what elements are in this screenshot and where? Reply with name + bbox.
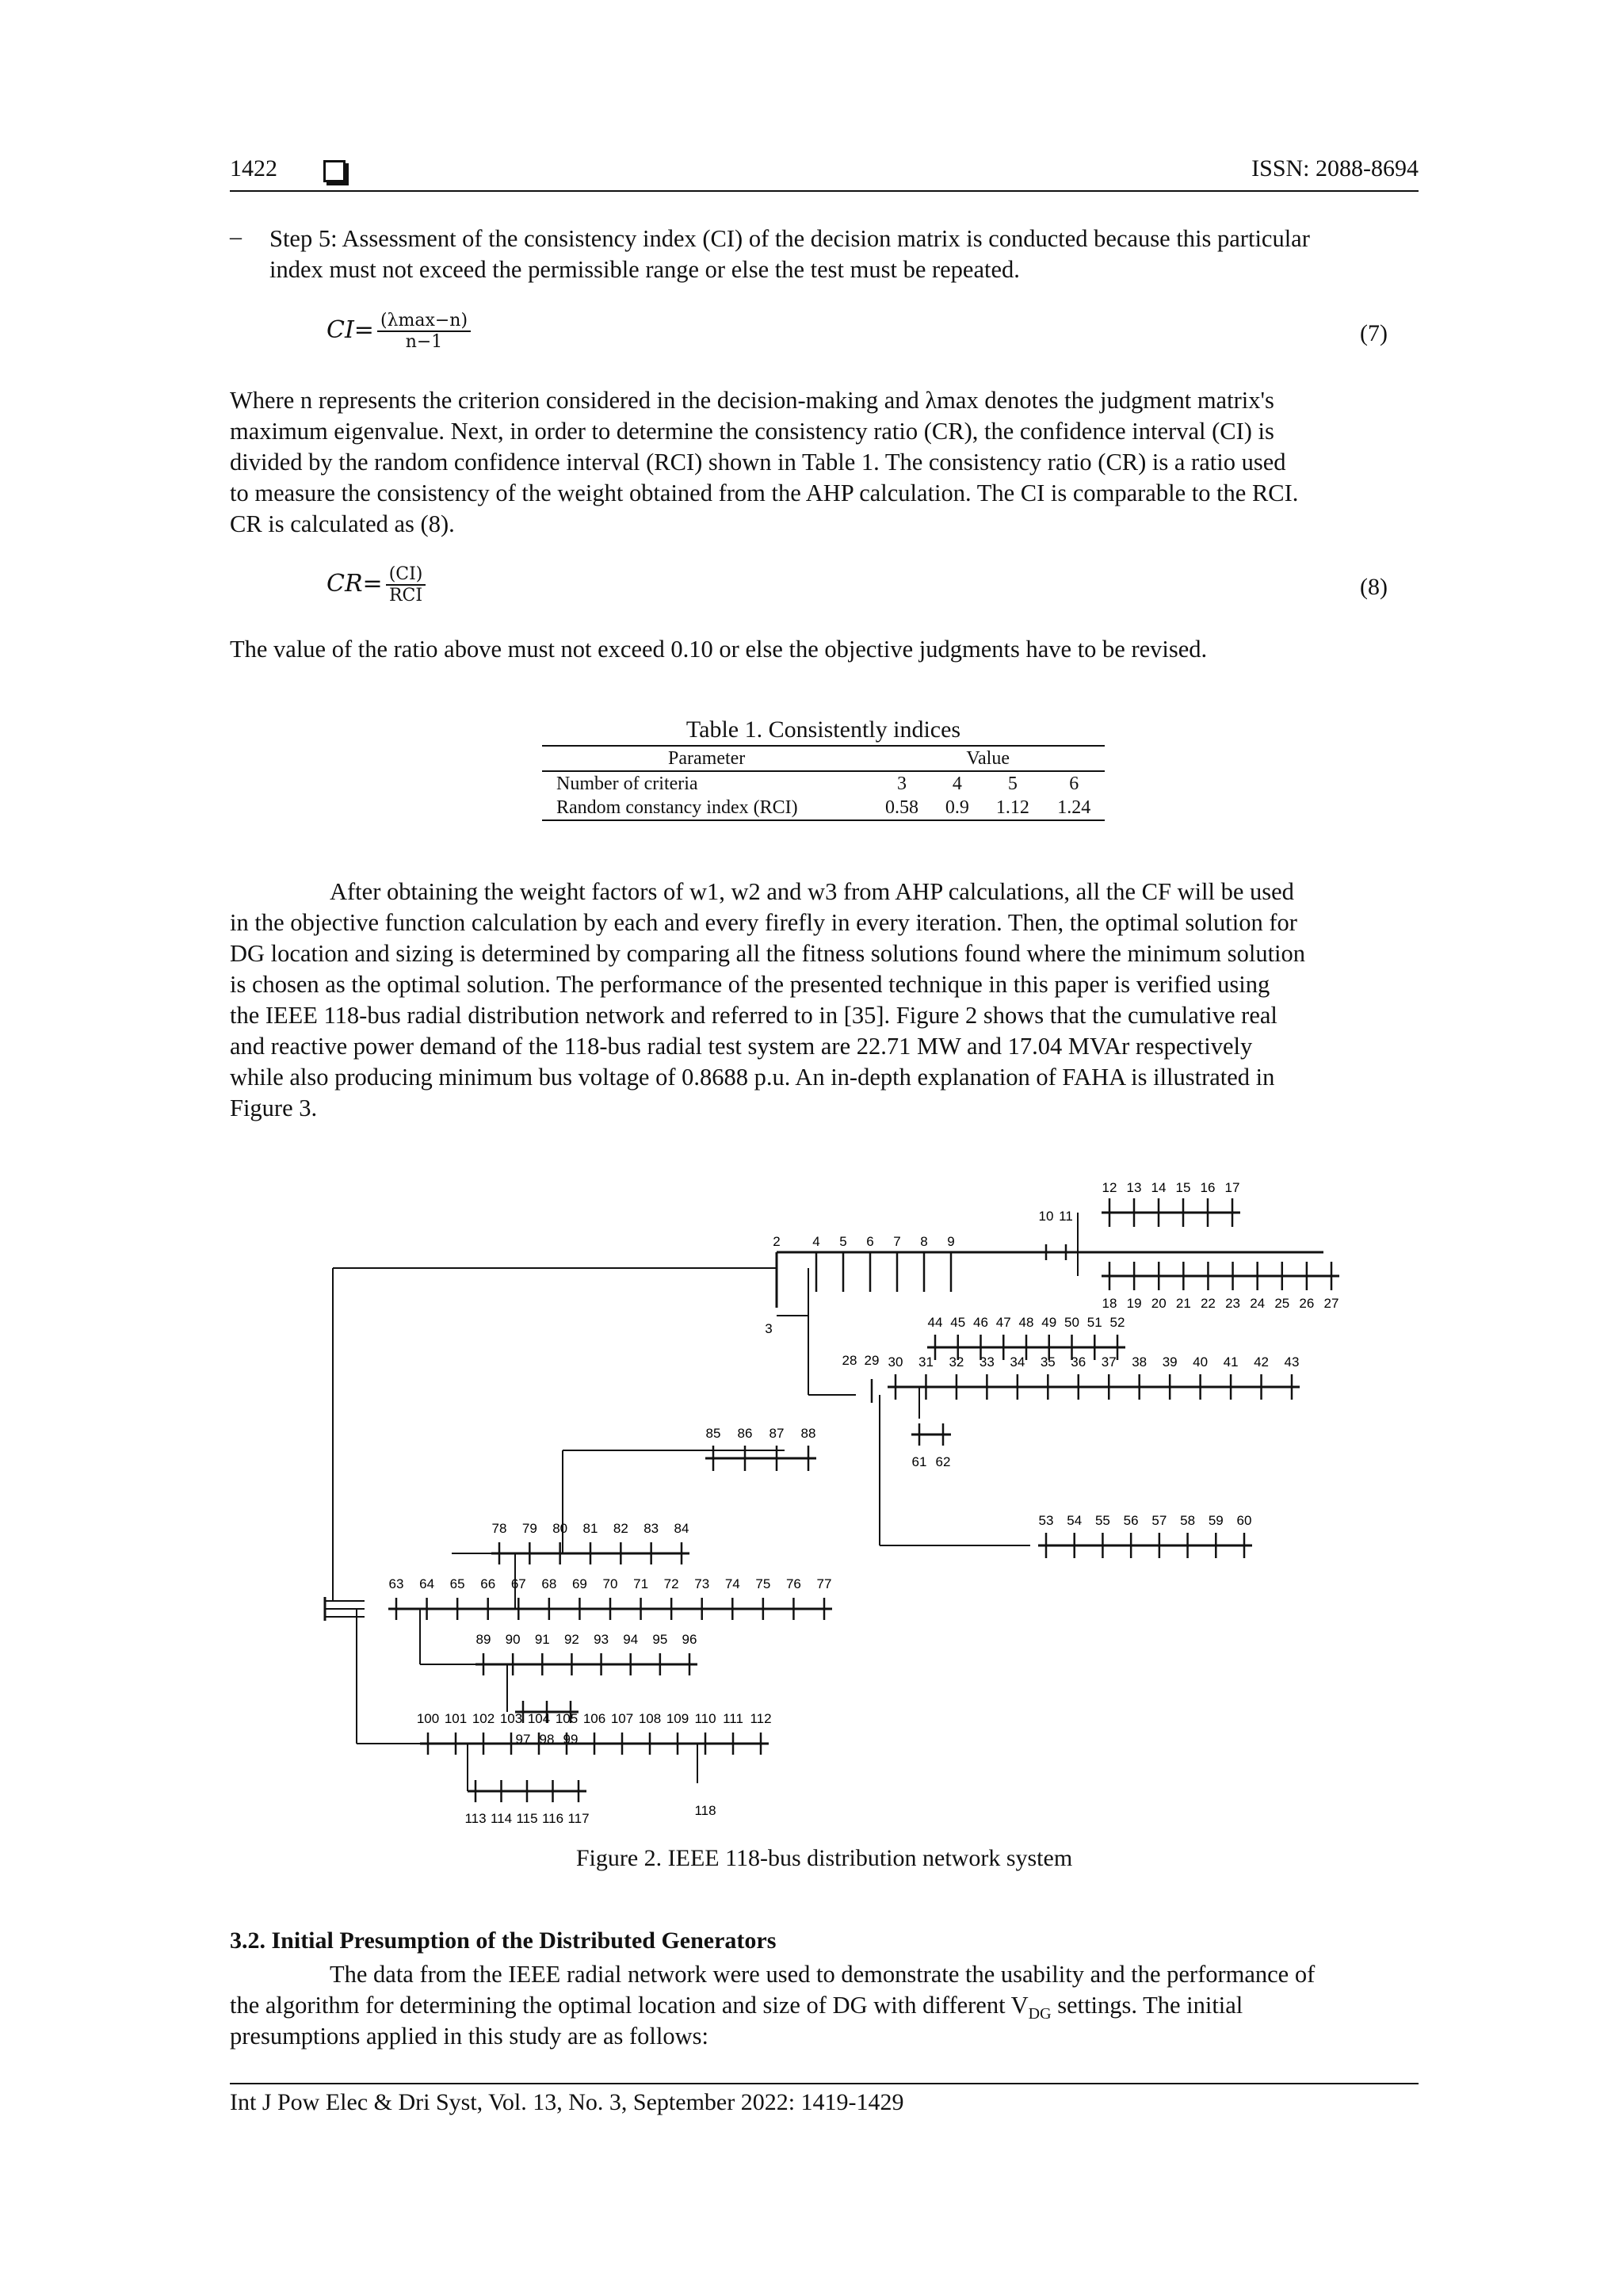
para3-line-1: After obtaining the weight factors of w1, w2 and w3 from AHP calculations, all the CF will be used	[330, 878, 1294, 905]
bus-label: 7	[893, 1234, 901, 1249]
bus-label: 22	[1200, 1296, 1216, 1311]
bus-label: 66	[480, 1576, 496, 1591]
bus-label: 69	[571, 1576, 587, 1591]
bus-label: 71	[633, 1576, 649, 1591]
figure-caption: Figure 2. IEEE 118-bus distribution network system	[575, 1845, 1073, 1871]
bus-label: 17	[1224, 1180, 1240, 1195]
bus-label: 75	[755, 1576, 771, 1591]
bus-label: 18	[1102, 1296, 1117, 1311]
bus-label: 9	[947, 1234, 955, 1249]
bus-label: 102	[472, 1711, 495, 1726]
para3-line-3: DG location and sizing is determined by comparing all the fitness solutions found where the minimum solution	[230, 940, 1306, 967]
bus-label: 11	[1059, 1209, 1073, 1224]
bus-label: 36	[1071, 1354, 1086, 1370]
bus-label: 116	[541, 1811, 564, 1826]
issn: ISSN: 2088-8694	[1251, 155, 1419, 181]
bus-label: 106	[582, 1711, 606, 1726]
eq8-lhs: CR=	[327, 570, 383, 598]
bus-label: 28	[842, 1353, 857, 1368]
bus-label: 94	[623, 1632, 639, 1647]
bus-label: 97	[515, 1732, 531, 1747]
bus-label: 61	[911, 1454, 927, 1469]
para2: The value of the ratio above must not exceed 0.10 or else the objective judgments have to be revised.	[230, 636, 1208, 663]
bus-label: 56	[1123, 1513, 1139, 1528]
bus-label: 86	[737, 1426, 753, 1441]
bus-label: 88	[800, 1426, 816, 1441]
eq7-denominator: n−1	[405, 332, 443, 352]
bus-label: 24	[1250, 1296, 1266, 1311]
bus-label: 20	[1151, 1296, 1167, 1311]
bus-label: 77	[816, 1576, 832, 1591]
bus-label: 48	[1018, 1315, 1034, 1330]
bus-label: 81	[582, 1521, 598, 1536]
step5-line-2: index must not exceed the permissible range or else the test must be repeated.	[269, 256, 1020, 283]
table-header-parameter: Parameter	[542, 746, 871, 771]
bus-label: 117	[567, 1811, 590, 1826]
para3-line-8: Figure 3.	[230, 1095, 318, 1121]
bus-label: 76	[785, 1576, 801, 1591]
bus-label: 30	[888, 1354, 903, 1370]
network-diagram	[317, 1157, 1347, 1839]
bus-label: 87	[769, 1426, 785, 1441]
bus-label: 72	[663, 1576, 679, 1591]
eq8-fraction	[386, 564, 426, 606]
bus-label: 108	[638, 1711, 662, 1726]
table-cell: Random constancy index (RCI)	[542, 796, 871, 820]
bus-label: 42	[1254, 1354, 1269, 1370]
network-diagram-svg	[317, 1157, 1347, 1839]
eq8-denominator: RCI	[388, 586, 423, 606]
bus-label: 46	[973, 1315, 988, 1330]
bus-label: 73	[694, 1576, 710, 1591]
bus-label: 53	[1038, 1513, 1054, 1528]
bus-label: 91	[534, 1632, 550, 1647]
bus-label: 32	[949, 1354, 964, 1370]
bus-label: 90	[505, 1632, 521, 1647]
footer: Int J Pow Elec & Dri Syst, Vol. 13, No. 3, September 2022: 1419-1429	[230, 2089, 904, 2115]
step5-line-1: Step 5: Assessment of the consistency index (CI) of the decision matrix is conducted because this particular	[269, 225, 1310, 252]
bullet-dash: –	[230, 223, 242, 250]
bus-label: 104	[527, 1711, 551, 1726]
bus-label: 39	[1162, 1354, 1178, 1370]
bus-label: 54	[1067, 1513, 1083, 1528]
bus-label: 96	[682, 1632, 697, 1647]
section-line-3: presumptions applied in this study are as follows:	[230, 2023, 708, 2050]
table-cell: 0.9	[933, 796, 982, 820]
eq7-fraction	[377, 311, 471, 352]
vdg-subscript: DG	[1028, 2005, 1052, 2023]
bus-label: 19	[1126, 1296, 1142, 1311]
bus-label: 26	[1299, 1296, 1315, 1311]
para3-line-4: is chosen as the optimal solution. The performance of the presented technique in this paper is verified using	[230, 971, 1270, 998]
table-header-value: Value	[871, 746, 1105, 771]
para3-line-2: in the objective function calculation by each and every firefly in every iteration. Then, the optimal solution for	[230, 909, 1297, 936]
bus-label: 105	[555, 1711, 579, 1726]
bus-label: 68	[541, 1576, 557, 1591]
bus-label: 8	[920, 1234, 928, 1249]
bus-label: 107	[610, 1711, 634, 1726]
para3-line-7: while also producing minimum bus voltage of 0.8688 p.u. An in-depth explanation of FAHA is illustrated in	[230, 1064, 1275, 1091]
page-number: 1422	[230, 155, 277, 181]
bus-label: 44	[927, 1315, 943, 1330]
bus-label: 111	[723, 1711, 743, 1726]
bus-label: 93	[594, 1632, 609, 1647]
para1-line-5: CR is calculated as (8).	[230, 510, 455, 537]
bus-label: 27	[1323, 1296, 1339, 1311]
bus-label: 118	[694, 1803, 716, 1818]
bus-label: 60	[1236, 1513, 1252, 1528]
bus-label: 112	[750, 1711, 772, 1726]
bus-label: 99	[563, 1732, 579, 1747]
bus-label: 4	[812, 1234, 820, 1249]
bus-label: 23	[1225, 1296, 1241, 1311]
bus-label: 6	[866, 1234, 874, 1249]
bus-label: 63	[388, 1576, 404, 1591]
bus-label: 3	[765, 1321, 773, 1336]
para3-line-6: and reactive power demand of the 118-bus radial test system are 22.71 MW and 17.04 MVAr respectively	[230, 1033, 1253, 1060]
bus-label: 83	[643, 1521, 659, 1536]
bus-label: 34	[1010, 1354, 1025, 1370]
bus-label: 85	[705, 1426, 721, 1441]
table-cell: 0.58	[871, 796, 932, 820]
bus-label: 13	[1126, 1180, 1142, 1195]
eq7-number: (7)	[1360, 320, 1388, 346]
bus-label: 43	[1284, 1354, 1300, 1370]
bus-label: 31	[918, 1354, 934, 1370]
bus-label: 37	[1101, 1354, 1117, 1370]
bus-label: 95	[652, 1632, 668, 1647]
bus-label: 15	[1175, 1180, 1191, 1195]
bus-label: 12	[1102, 1180, 1117, 1195]
bus-label: 57	[1151, 1513, 1167, 1528]
bus-label: 79	[521, 1521, 537, 1536]
para1-line-3: divided by the random confidence interval (RCI) shown in Table 1. The consistency ratio (CR) is a ratio used	[230, 449, 1286, 476]
bus-label: 50	[1064, 1315, 1079, 1330]
bus-label: 65	[449, 1576, 465, 1591]
para1-line-1: Where n represents the criterion considered in the decision-making and λmax denotes the judgment matrix's	[230, 387, 1274, 414]
table-cell: 5	[1007, 774, 1018, 794]
footer-rule	[230, 2083, 1419, 2084]
consistency-table	[542, 745, 1105, 821]
table-cell: 3	[897, 774, 907, 794]
bus-label: 80	[552, 1521, 568, 1536]
bus-label: 110	[694, 1711, 716, 1726]
bus-label: 21	[1175, 1296, 1191, 1311]
bus-label: 40	[1193, 1354, 1209, 1370]
bus-label: 100	[416, 1711, 440, 1726]
bus-label: 49	[1041, 1315, 1057, 1330]
table-caption: Table 1. Consistently indices	[685, 716, 961, 743]
section-line-2-b: settings. The initial	[1051, 1992, 1243, 2019]
eq7-numerator: (λmax−n)	[377, 311, 471, 332]
bus-label: 2	[773, 1234, 781, 1249]
table-row	[542, 771, 1105, 796]
bus-label: 78	[491, 1521, 507, 1536]
bus-label: 115	[516, 1811, 538, 1826]
equation-7	[327, 311, 471, 352]
bus-label: 55	[1094, 1513, 1110, 1528]
bus-label: 33	[979, 1354, 995, 1370]
bus-label: 114	[490, 1811, 513, 1826]
bus-label: 74	[724, 1576, 740, 1591]
bus-label: 92	[563, 1632, 579, 1647]
table-header-row	[542, 746, 1105, 771]
bus-label: 38	[1132, 1354, 1148, 1370]
bus-label: 109	[666, 1711, 689, 1726]
bus-label: 84	[674, 1521, 689, 1536]
para1-line-4: to measure the consistency of the weight obtained from the AHP calculation. The CI is comparable to the RCI.	[230, 479, 1299, 506]
table-cell: 4	[952, 774, 962, 794]
bus-label: 64	[419, 1576, 435, 1591]
bus-label: 89	[475, 1632, 491, 1647]
section-heading: 3.2. Initial Presumption of the Distributed Generators	[230, 1927, 777, 1954]
eq8-numerator: (CI)	[386, 564, 426, 586]
bus-label: 35	[1040, 1354, 1056, 1370]
table-cell: 6	[1069, 774, 1079, 794]
bus-label: 113	[464, 1811, 487, 1826]
table-cell: 1.12	[982, 796, 1043, 820]
bus-label: 67	[510, 1576, 526, 1591]
eq8-number: (8)	[1360, 574, 1388, 600]
table-cell: Number of criteria	[556, 774, 698, 794]
bus-label: 10	[1038, 1209, 1054, 1224]
bus-label: 25	[1274, 1296, 1290, 1311]
bus-label: 16	[1200, 1180, 1216, 1195]
bus-label: 51	[1086, 1315, 1102, 1330]
equation-8	[327, 564, 426, 606]
bus-label: 29	[864, 1353, 880, 1368]
bus-label: 103	[499, 1711, 523, 1726]
header-rule	[230, 190, 1419, 192]
bus-label: 58	[1180, 1513, 1196, 1528]
bus-label: 101	[444, 1711, 468, 1726]
bus-label: 62	[935, 1454, 951, 1469]
bus-label: 5	[839, 1234, 847, 1249]
bus-label: 14	[1151, 1180, 1167, 1195]
bus-label: 59	[1208, 1513, 1224, 1528]
bus-label: 47	[995, 1315, 1011, 1330]
eq7-lhs: CI=	[327, 316, 374, 344]
table-row	[542, 796, 1105, 820]
bus-label: 82	[613, 1521, 628, 1536]
table-cell: 1.24	[1044, 796, 1105, 820]
para3-line-5: the IEEE 118-bus radial distribution network and referred to in [35]. Figure 2 shows that the cumulative real	[230, 1002, 1277, 1029]
section-line-2-a: the algorithm for determining the optimal location and size of DG with different V	[230, 1992, 1029, 2019]
page-header	[230, 155, 1419, 193]
bus-label: 98	[539, 1732, 555, 1747]
para1-line-2: maximum eigenvalue. Next, in order to determine the consistency ratio (CR), the confidence interval (CI) is	[230, 418, 1274, 445]
bus-label: 41	[1223, 1354, 1239, 1370]
bus-label: 70	[602, 1576, 618, 1591]
section-line-1: The data from the IEEE radial network were used to demonstrate the usability and the performance of	[330, 1961, 1316, 1988]
bus-label: 52	[1109, 1315, 1125, 1330]
bus-label: 45	[950, 1315, 966, 1330]
square-box-icon	[323, 160, 346, 182]
